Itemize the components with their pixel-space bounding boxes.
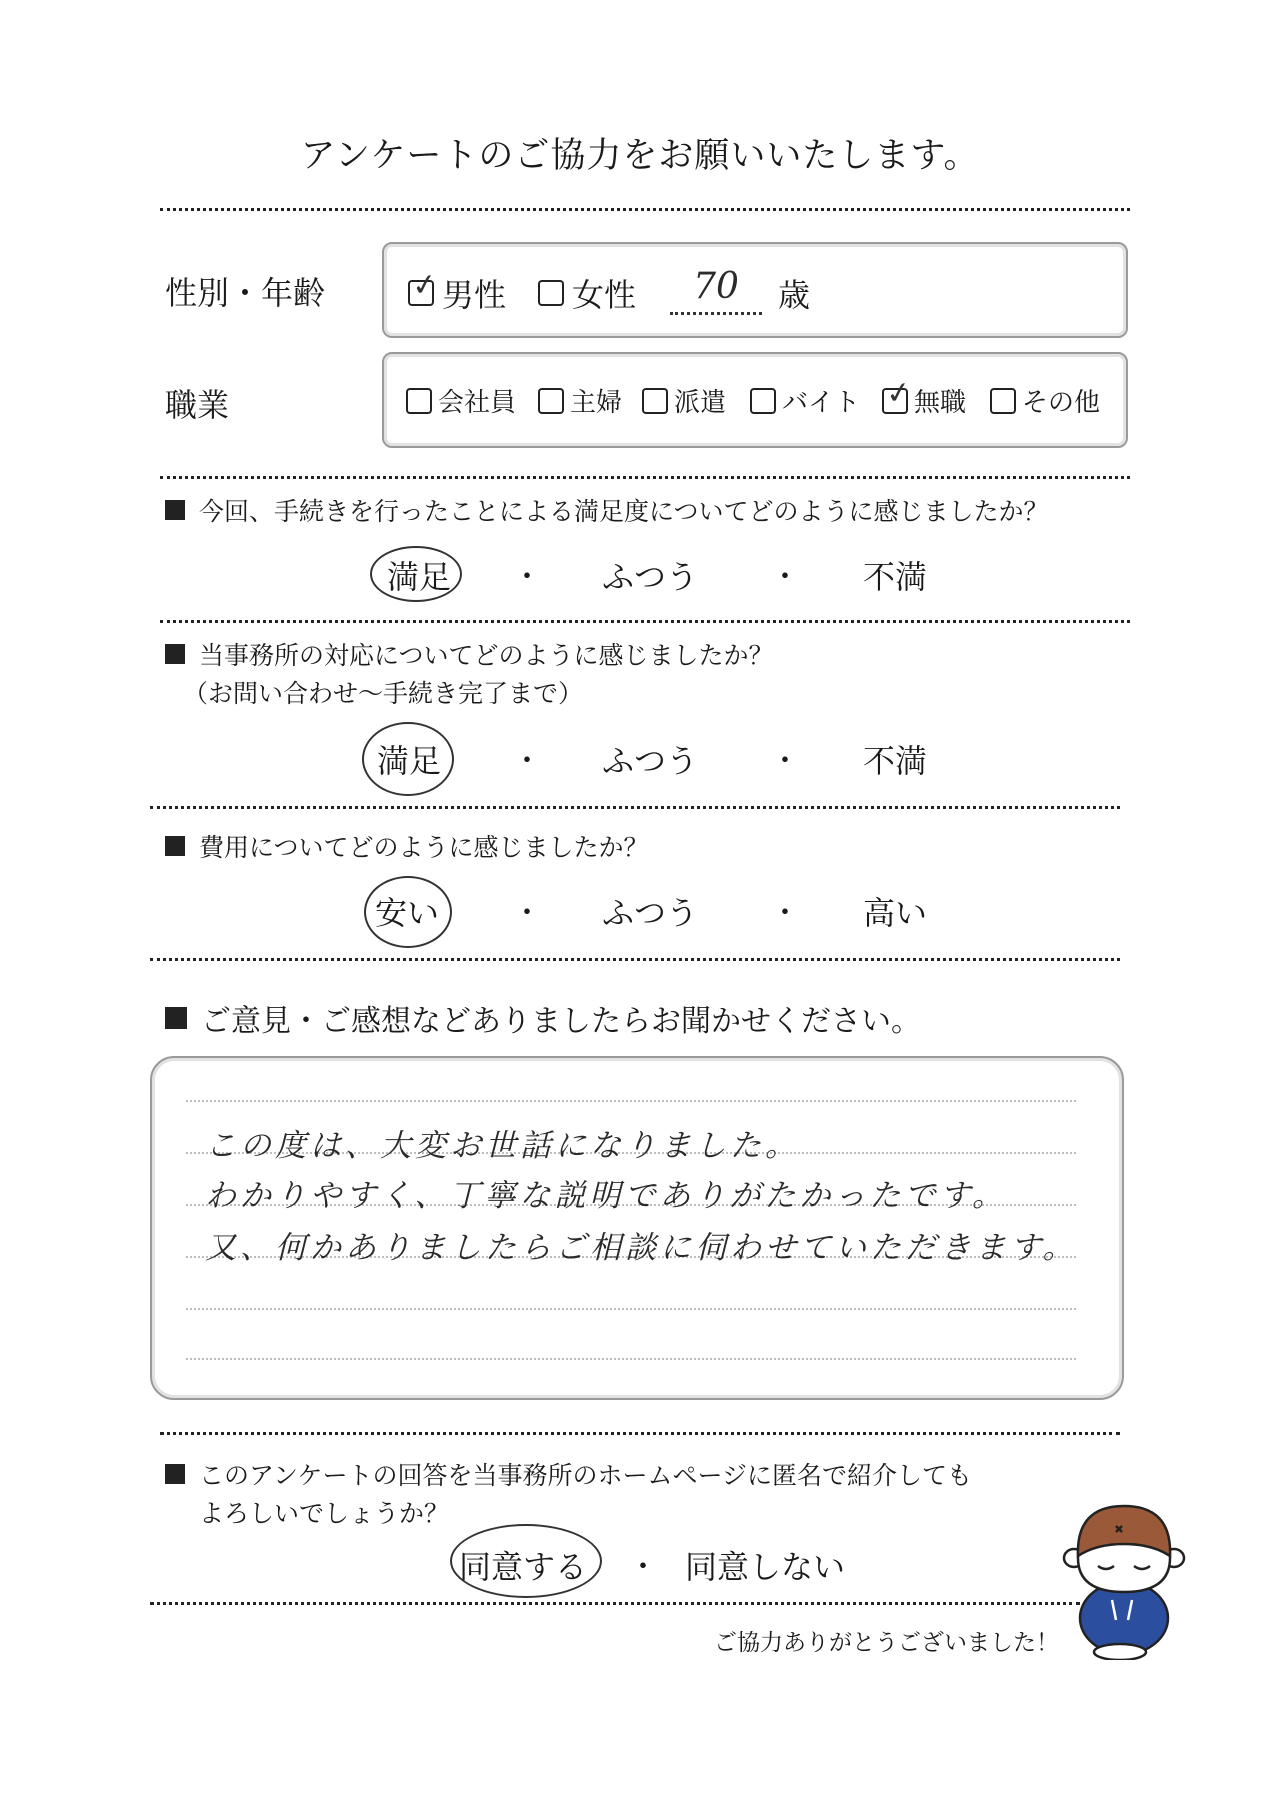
gender-female-option[interactable] [538, 270, 636, 316]
q5-choice-agree[interactable]: 同意する [458, 1548, 587, 1586]
male-label: 男性 [442, 276, 507, 314]
occupation-option-label: 会社員 [438, 388, 517, 418]
q1-choice-dissatisfied[interactable]: 不満 [862, 558, 927, 596]
question-5-text: このアンケートの回答を当事務所のホームページに匿名で紹介しても [199, 1461, 973, 1490]
q3-choice-cheap[interactable]: 安い [374, 894, 439, 932]
dispatch-checkbox[interactable] [642, 388, 668, 414]
selection-circle [370, 546, 462, 602]
bowing-mascot-illustration [1056, 1500, 1186, 1660]
separator: ・ [770, 744, 800, 779]
occupation-option-other[interactable] [990, 382, 1100, 419]
selection-circle [362, 722, 454, 796]
age-field[interactable]: 70 [670, 266, 762, 315]
gender-male-option[interactable] [408, 266, 507, 316]
question-3 [165, 828, 649, 864]
female-checkbox[interactable] [538, 280, 564, 306]
company-employee-checkbox[interactable] [406, 388, 432, 414]
occupation-option-label: 派遣 [674, 388, 727, 418]
q2-choice-dissatisfied[interactable]: 不満 [862, 742, 927, 780]
survey-title: アンケートのご協力をお願いいたします。 [300, 136, 980, 176]
question-4 [165, 996, 921, 1040]
comment-line-1: この度は、大変お世話になりました。 [205, 1128, 800, 1164]
separator: ・ [770, 560, 800, 595]
selection-circle [364, 876, 452, 948]
age-unit: 歳 [778, 276, 811, 314]
occupation-option-label: 主婦 [570, 388, 623, 418]
housewife-checkbox[interactable] [538, 388, 564, 414]
bullet-square-icon [165, 1464, 185, 1484]
occupation-option-label: 無職 [914, 388, 967, 418]
q1-choice-neutral[interactable]: ふつう [601, 558, 698, 596]
occupation-option-housewife[interactable] [538, 382, 622, 419]
unemployed-checkbox[interactable] [882, 373, 914, 414]
other-checkbox[interactable] [990, 388, 1016, 414]
question-2-subtext: （お問い合わせ～手続き完了まで） [183, 679, 584, 708]
divider [160, 1432, 1120, 1435]
q1-choice-satisfied[interactable]: 満足 [386, 558, 451, 596]
occupation-label: 職業 [165, 386, 230, 424]
question-5-text-line2: よろしいでしょうか？ [199, 1499, 450, 1528]
separator: ・ [512, 744, 542, 779]
separator: ・ [512, 896, 542, 931]
question-2-text: 当事務所の対応についてどのように感じましたか？ [199, 641, 774, 670]
divider [160, 208, 1130, 211]
question-1-text: 今回、手続きを行ったことによる満足度についてどのように感じましたか？ [199, 497, 1049, 526]
divider [150, 1602, 1080, 1605]
question-4-text: ご意見・ご感想などありましたらお聞かせください。 [201, 1004, 921, 1039]
question-5 [165, 1456, 972, 1492]
q2-choice-satisfied[interactable]: 満足 [376, 742, 441, 780]
ruled-line [186, 1308, 1076, 1310]
separator: ・ [770, 896, 800, 931]
q3-choice-expensive[interactable]: 高い [862, 894, 927, 932]
parttime-checkbox[interactable] [750, 388, 776, 414]
question-3-text: 費用についてどのように感じましたか？ [199, 833, 649, 862]
divider [150, 958, 1120, 961]
ruled-line [186, 1100, 1076, 1102]
check-mark-icon: ✓ [409, 266, 440, 305]
divider [160, 476, 1130, 479]
male-checkbox[interactable] [408, 266, 440, 306]
occupation-option-label: その他 [1022, 388, 1101, 418]
gender-age-label: 性別・年齢 [165, 274, 326, 312]
question-1 [165, 492, 1049, 528]
bullet-square-icon [165, 500, 185, 520]
q3-choice-neutral[interactable]: ふつう [601, 894, 698, 932]
divider [150, 806, 1120, 809]
selection-circle [450, 1524, 602, 1598]
thanks-message: ご協力ありがとうございました！ [714, 1630, 1059, 1656]
question-2 [165, 636, 774, 672]
occupation-option-dispatch[interactable] [642, 382, 726, 419]
divider [160, 620, 1130, 623]
bullet-square-icon [165, 644, 185, 664]
separator: ・ [628, 1550, 658, 1585]
separator: ・ [512, 560, 542, 595]
check-mark-icon: ✓ [883, 373, 914, 413]
bullet-square-icon [165, 836, 185, 856]
q2-choice-neutral[interactable]: ふつう [601, 742, 698, 780]
q5-choice-disagree[interactable]: 同意しない [684, 1548, 845, 1586]
comment-line-3: 又、何かありましたらご相談に伺わせていただきます。 [205, 1230, 1078, 1266]
ruled-line [186, 1358, 1076, 1360]
occupation-option-unemployed[interactable] [882, 373, 967, 419]
female-label: 女性 [572, 276, 637, 314]
bullet-square-icon [165, 1007, 187, 1029]
occupation-option-label: バイト [782, 388, 861, 418]
occupation-option-parttime[interactable] [750, 382, 860, 419]
occupation-option-company[interactable] [406, 382, 516, 419]
comment-line-2: わかりやすく、丁寧な説明でありがたかったです。 [205, 1178, 1007, 1214]
